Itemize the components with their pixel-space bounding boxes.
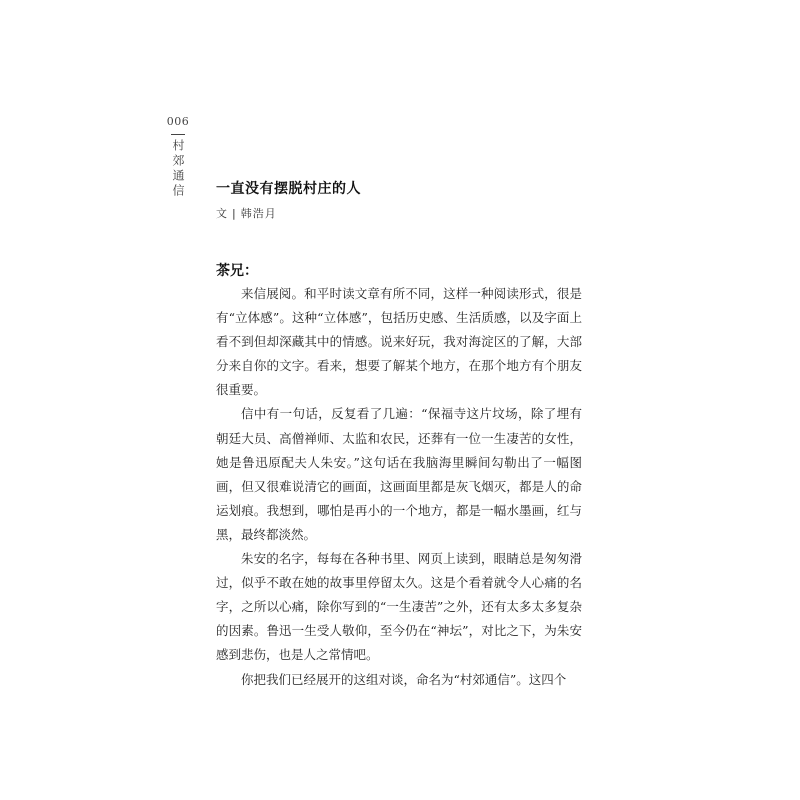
byline-separator: | (232, 207, 237, 220)
book-title-vertical: 村郊通信 (171, 139, 185, 199)
running-header (166, 115, 190, 199)
paragraph: 你把我们已经展开的这组对谈，命名为“村郊通信”。这四个 (241, 671, 567, 687)
byline-label: 文 (216, 207, 228, 220)
author-name: 韩浩月 (240, 207, 277, 220)
article-body (216, 282, 582, 692)
paragraph: 朱安的名字，每每在各种书里、网页上读到，眼睛总是匆匆滑过，似乎不敢在她的故事里停留太久。这是个看着就令人心痛的名字，之所以心痛，除你写到的“一生凄苦”之外，还有太多太多复杂的因素。鲁迅一生受人敬仰，至今仍在“神坛”，对比之下，为朱安感到悲伤，也是人之常情吧。 (216, 551, 582, 663)
paragraph: 来信展阅。和平时读文章有所不同，这样一种阅读形式，很是有“立体感”。这种“立体感”，包括历史感、生活质感，以及字面上看不到但却深藏其中的情感。说来好玩，我对海淀区的了解，大部分来自你的文字。看来，想要了解某个地方，在那个地方有个朋友很重要。 (216, 286, 582, 398)
paragraph: 信中有一句话，反复看了几遍：“保福寺这片坟场，除了埋有朝廷大员、高僧禅师、太监和农民，还葬有一位一生凄苦的女性，她是鲁迅原配夫人朱安。”这句话在我脑海里瞬间勾勒出了一幅图画，但又很难说清它的画面，这画面里都是灰飞烟灭，都是人的命运划痕。我想到，哪怕是再小的一个地方，都是一幅水墨画，红与黑，最终都淡然。 (216, 406, 582, 542)
article-title: 一直没有摆脱村庄的人 (216, 181, 361, 197)
salutation: 茶兄： (216, 263, 258, 279)
header-rule (171, 134, 185, 135)
page-number: 006 (166, 115, 190, 128)
byline (216, 205, 277, 221)
